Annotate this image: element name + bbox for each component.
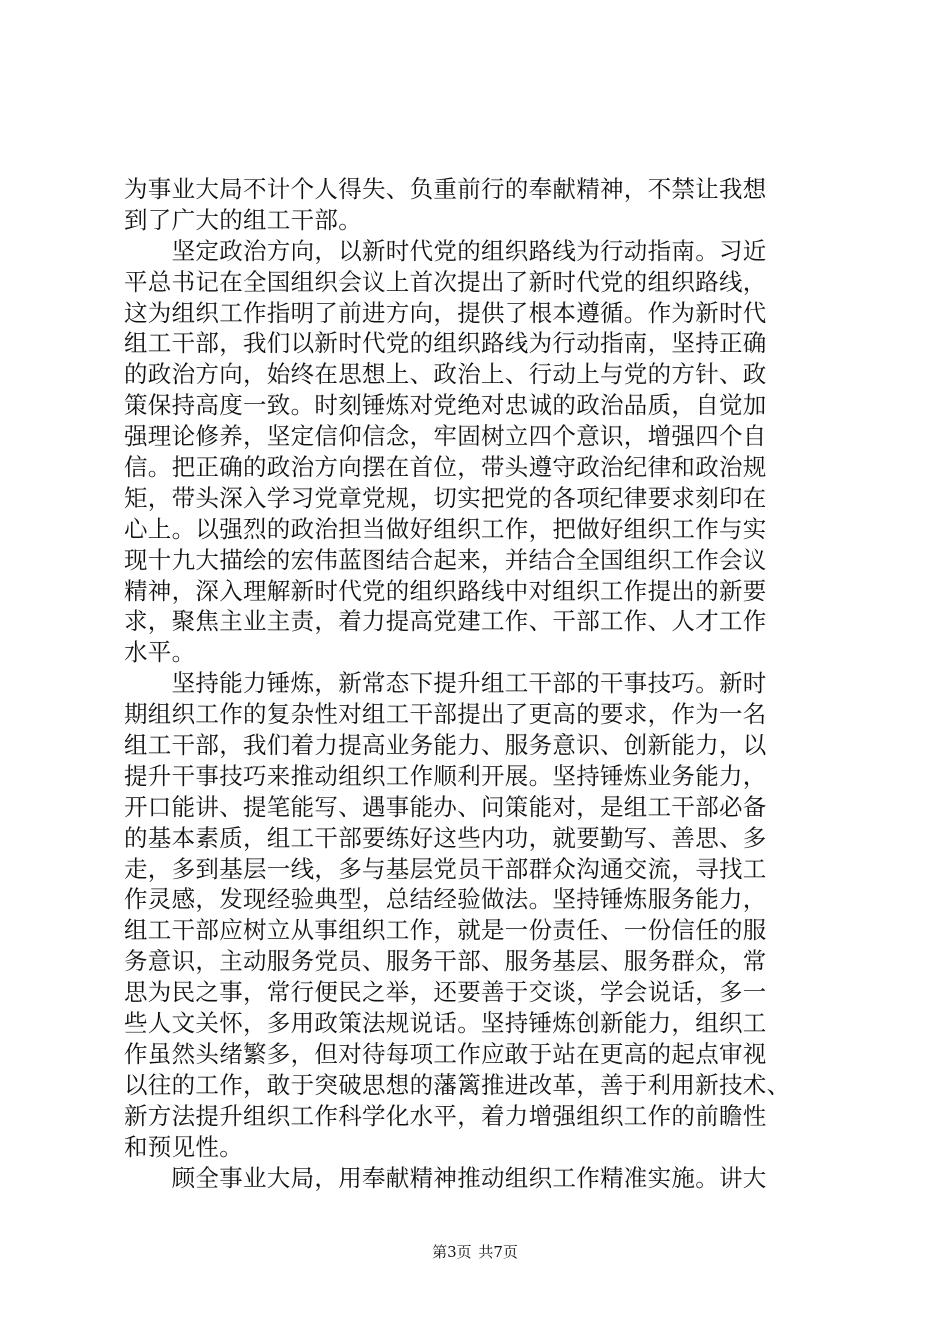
document-body — [124, 174, 834, 1193]
text-line: 些人文关怀，多用政策法规说话。坚持锤炼创新能力，组织工 — [124, 1009, 767, 1038]
text-line: 坚持能力锤炼，新常态下提升组工干部的干事技巧。新时 — [124, 669, 767, 698]
text-line: 信。把正确的政治方向摆在首位，带头遵守政治纪律和政治规 — [124, 453, 767, 482]
text-line: 组工干部应树立从事组织工作，就是一份责任、一份信任的服 — [124, 916, 767, 945]
text-line: 的政治方向，始终在思想上、政治上、行动上与党的方针、政 — [124, 360, 767, 389]
text-line: 走，多到基层一线，多与基层党员干部群众沟通交流，寻找工 — [124, 854, 767, 883]
text-line: 这为组织工作指明了前进方向，提供了根本遵循。作为新时代 — [124, 298, 767, 327]
text-line: 矩，带头深入学习党章党规，切实把党的各项纪律要求刻印在 — [124, 483, 767, 512]
text-line: 平总书记在全国组织会议上首次提出了新时代党的组织路线， — [124, 267, 767, 296]
text-line: 到了广大的组工干部。 — [124, 205, 362, 234]
text-line: 坚定政治方向，以新时代党的组织路线为行动指南。习近 — [124, 236, 767, 265]
text-line: 作灵感，发现经验典型，总结经验做法。坚持锤炼服务能力， — [124, 885, 767, 914]
text-line: 组工干部，我们着力提高业务能力、服务意识、创新能力，以 — [124, 731, 767, 760]
text-line: 以往的工作，敢于突破思想的藩篱推进改革，善于利用新技术、 — [124, 1070, 791, 1099]
text-line: 精神，深入理解新时代党的组织路线中对组织工作提出的新要 — [124, 576, 767, 605]
text-line: 期组织工作的复杂性对组工干部提出了更高的要求，作为一名 — [124, 700, 767, 729]
page-footer — [0, 1243, 950, 1261]
page-number: 第3页 — [432, 1243, 472, 1261]
text-line: 顾全事业大局，用奉献精神推动组织工作精准实施。讲大 — [124, 1163, 767, 1192]
text-line: 作虽然头绪繁多，但对待每项工作应敢于站在更高的起点审视 — [124, 1039, 767, 1068]
text-line: 开口能讲、提笔能写、遇事能办、问策能对，是组工干部必备 — [124, 792, 767, 821]
text-line: 提升干事技巧来推动组织工作顺利开展。坚持锤炼业务能力， — [124, 761, 767, 790]
text-line: 新方法提升组织工作科学化水平，着力增强组织工作的前瞻性 — [124, 1101, 767, 1130]
text-line: 水平。 — [124, 638, 196, 667]
text-line: 的基本素质，组工干部要练好这些内功，就要勤写、善思、多 — [124, 823, 767, 852]
text-line: 现十九大描绘的宏伟蓝图结合起来，并结合全国组织工作会议 — [124, 545, 767, 574]
text-line: 策保持高度一致。时刻锤炼对党绝对忠诚的政治品质，自觉加 — [124, 391, 767, 420]
text-line: 务意识，主动服务党员、服务干部、服务基层、服务群众，常 — [124, 947, 767, 976]
text-line: 为事业大局不计个人得失、负重前行的奉献精神，不禁让我想 — [124, 175, 767, 203]
text-line: 心上。以强烈的政治担当做好组织工作，把做好组织工作与实 — [124, 514, 767, 543]
text-line: 组工干部，我们以新时代党的组织路线为行动指南，坚持正确 — [124, 329, 767, 358]
text-line: 思为民之事，常行便民之举，还要善于交谈，学会说话，多一 — [124, 978, 767, 1007]
text-line: 求，聚焦主业主责，着力提高党建工作、干部工作、人才工作 — [124, 607, 767, 636]
text-line: 和预见性。 — [124, 1132, 243, 1161]
page-total: 共7页 — [478, 1243, 518, 1261]
text-line: 强理论修养，坚定信仰信念，牢固树立四个意识，增强四个自 — [124, 422, 767, 451]
